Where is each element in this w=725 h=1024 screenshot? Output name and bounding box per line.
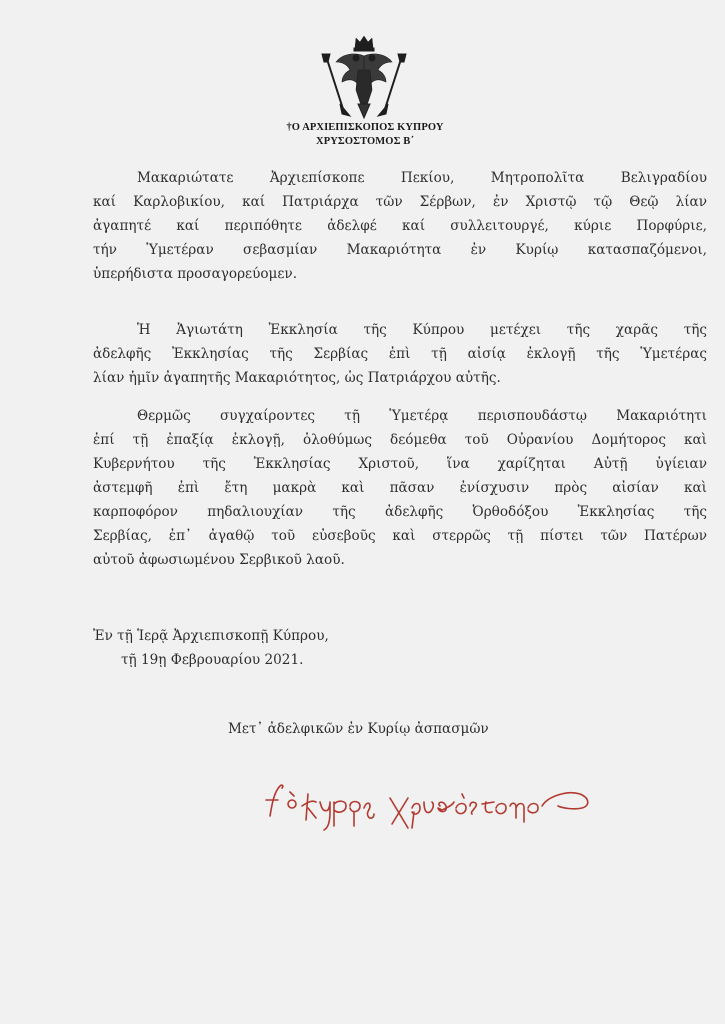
text-line: ἀγαπητέ καί περιπόθητε ἀδελφέ καί συλλειτουργέ, κύριε Πορφύριε, <box>93 218 707 234</box>
handwritten-signature <box>262 772 602 834</box>
letterhead-title-line1: †Ο ΑΡΧΙΕΠΙΣΚΟΠΟΣ ΚΥΠΡΟΥ <box>286 122 444 133</box>
paragraph-greeting <box>93 166 707 286</box>
place-line: Ἐν τῇ Ἱερᾷ Ἀρχιεπισκοπῇ Κύπρου, <box>93 628 329 644</box>
paragraph-congratulations <box>93 404 707 572</box>
text-line: λίαν ἡμῖν ἀγαπητῆς Μακαριότητος, ὡς Πατριάρχου αὐτῆς. <box>93 370 501 386</box>
crest-emblem <box>320 34 408 120</box>
place-and-date <box>93 624 329 672</box>
text-line: Σερβίας, ἐπ᾽ ἀγαθῷ τοῦ εὐσεβοῦς καὶ στερρῶς τῇ πίστει τῶν Πατέρων <box>93 528 707 544</box>
text-line: Μακαριώτατε Ἀρχιεπίσκοπε Πεκίου, Μητροπολῖτα Βελιγραδίου <box>137 170 707 186</box>
text-line: καρποφόρον πηδαλιουχίαν τῆς ἀδελφῆς Ὀρθοδόξου Ἐκκλησίας τῆς <box>93 504 707 520</box>
letterhead-title <box>240 121 490 149</box>
letterhead-title-line2: ΧΡΥΣΟΣΤΟΜΟΣ Β΄ <box>316 136 414 147</box>
text-line: ὑπερήδιστα προσαγορεύομεν. <box>93 266 298 282</box>
text-line: τήν Ὑμετέραν σεβασμίαν Μακαριότητα ἐν Κυρίῳ κατασπαζόμενοι, <box>93 242 707 258</box>
text-line: ἀστεμφῆ ἐπὶ ἔτη μακρὰ καὶ πᾶσαν ἐνίσχυσιν πρὸς αἰσίαν καὶ <box>93 480 707 496</box>
text-line: Θερμῶς συγχαίροντες τῇ Ὑμετέρᾳ περισπουδάστῳ Μακαριότητι <box>137 408 707 424</box>
text-line: αὐτοῦ ἀφωσιωμένου Σερβικοῦ λαοῦ. <box>93 552 345 568</box>
text-line: ἀδελφῆς Ἐκκλησίας τῆς Σερβίας ἐπὶ τῇ αἰσίᾳ ἐκλογῇ τῆς Ὑμετέρας <box>93 346 707 362</box>
text-line: ἐπί τῇ ἐπαξίᾳ ἐκλογῇ, ὁλοθύμως δεόμεθα τοῦ Οὐρανίου Δομήτορος καὶ <box>93 432 707 448</box>
text-line: καί Καρλοβικίου, καί Πατριάρχα τῶν Σέρβων, ἐν Χριστῷ τῷ Θεῷ λίαν <box>93 194 707 210</box>
date-line: τῇ 19ῃ Φεβρουαρίου 2021. <box>121 652 304 668</box>
text-line: Κυβερνήτου τῆς Ἐκκλησίας Χριστοῦ, ἵνα χαρίζηται Αὐτῇ ὑγίειαν <box>93 456 707 472</box>
closing-salutation: Μετ᾽ ἀδελφικῶν ἐν Κυρίῳ ἀσπασμῶν <box>228 721 489 737</box>
text-line: Ἡ Ἁγιωτάτη Ἐκκλησία τῆς Κύπρου μετέχει τῆς χαρᾶς τῆς <box>137 322 707 338</box>
paragraph-church-joy <box>93 318 707 390</box>
